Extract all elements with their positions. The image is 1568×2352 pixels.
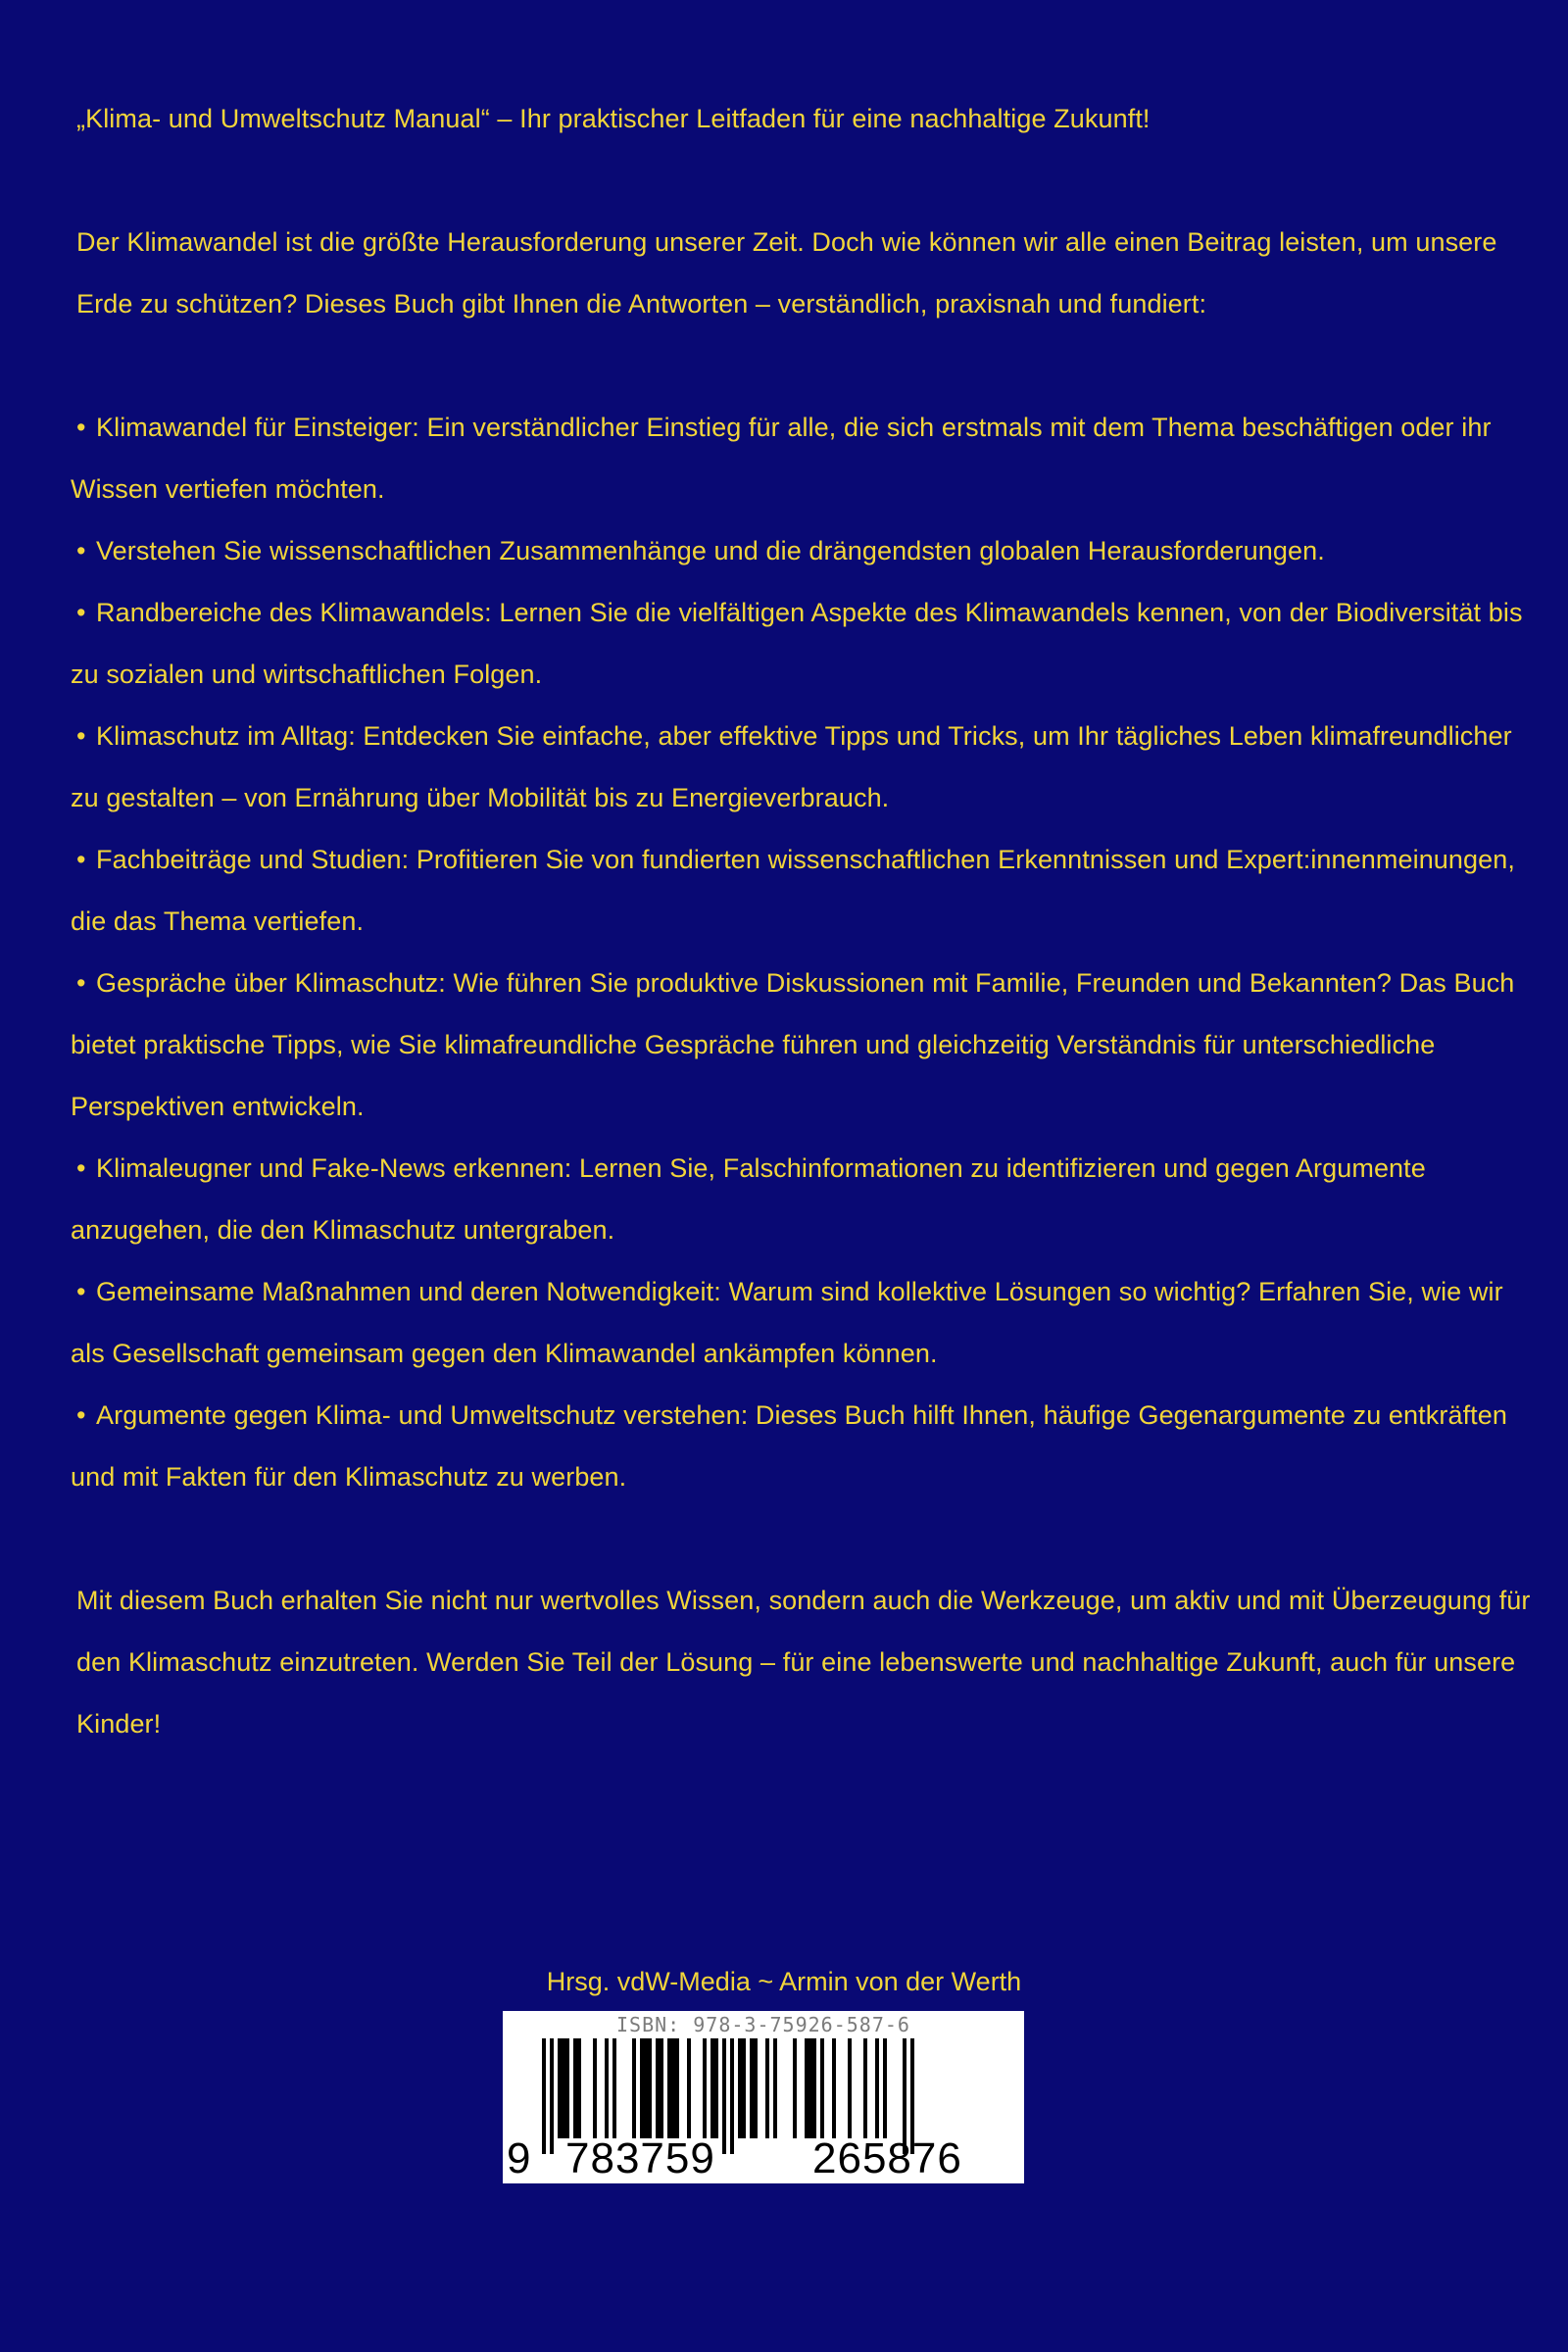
barcode-bar [593,2038,597,2138]
feature-text: Gemeinsame Maßnahmen und deren Notwendigkeit: Warum sind kollektive Lösungen so wichtig? Erfahren Sie, wie wir als Gesellschaft gemeinsam gegen den Klimawandel ankämpfen können. [71,1277,1503,1368]
barcode-digit-first: 9 [507,2134,532,2182]
feature-text: Klimaleugner und Fake-News erkennen: Lernen Sie, Falschinformationen zu identifizieren und gegen Argumente anzugehen, die den Klimaschutz untergraben. [71,1153,1426,1245]
feature-list-item [71,1261,1541,1385]
barcode-bar [687,2038,691,2138]
barcode-digits-left: 783759 [565,2134,715,2182]
feature-text: Klimawandel für Einsteiger: Ein verständlicher Einstieg für alle, die sich erstmals mit dem Thema beschäftigen oder ihr Wissen vertiefen möchten. [71,413,1492,504]
barcode-bar [750,2038,758,2138]
spacer [71,150,1541,212]
bullet-icon: • [76,968,86,998]
feature-text: Klimaschutz im Alltag: Entdecken Sie einfache, aber effektive Tipps und Tricks, um Ihr tägliches Leben klimafreundlicher zu gestalten – von Ernährung über Mobilität bis zu Energieverbrauch. [71,721,1512,812]
barcode-bar [632,2038,636,2138]
feature-list-item [71,953,1541,1138]
barcode-bar [710,2038,718,2138]
publisher-line: Hrsg. vdW-Media ~ Armin von der Werth [546,1967,1022,1996]
barcode-bar [820,2038,824,2138]
barcode-bar [883,2038,887,2138]
barcode-bar [793,2038,797,2138]
barcode-bar [612,2038,616,2138]
barcode-digits-right: 265876 [812,2134,962,2182]
feature-list-item [71,1385,1541,1508]
barcode-bar [848,2038,852,2138]
barcode-bar [703,2038,707,2138]
barcode-bar [605,2038,609,2138]
feature-list-item [71,397,1541,520]
intro-paragraph: Der Klimawandel ist die größte Herausforderung unserer Zeit. Doch wie können wir alle einen Beitrag leisten, um unsere Erde zu schützen? Dieses Buch gibt Ihnen die Antworten – verständlich, praxisnah und fundiert: [76,227,1497,318]
barcode-bar [573,2038,581,2138]
feature-text: Verstehen Sie wissenschaftlichen Zusammenhänge und die drängendsten globalen Herausforderungen. [96,536,1325,565]
bullet-icon: • [76,536,86,565]
barcode-bar [773,2038,777,2138]
isbn-label: ISBN: 978-3-75926-587-6 [616,2013,910,2036]
barcode-guard-bar [550,2038,554,2154]
bullet-icon: • [76,1400,86,1430]
barcode-bar [863,2038,867,2138]
barcode-bar [832,2038,836,2138]
barcode-bar [738,2038,746,2138]
spacer [71,335,1541,397]
feature-text: Argumente gegen Klima- und Umweltschutz verstehen: Dieses Buch hilft Ihnen, häufige Gegenargumente zu entkräften und mit Fakten für den Klimaschutz zu werben. [71,1400,1508,1492]
isbn-barcode [503,2011,1024,2183]
feature-list-item [71,1138,1541,1261]
outro-paragraph: Mit diesem Buch erhalten Sie nicht nur wertvolles Wissen, sondern auch die Werkzeuge, um aktiv und mit Überzeugung für den Klimaschutz einzutreten. Werden Sie Teil der Lösung – für eine lebenswerte und nachhaltige Zukunft, auch für unsere Kinder! [76,1586,1531,1739]
barcode-guard-bar [730,2038,734,2154]
bullet-icon: • [76,1153,86,1183]
feature-list-item [71,582,1541,706]
barcode-bar [640,2038,652,2138]
barcode-bar [558,2038,569,2138]
feature-list-item [71,520,1541,582]
bullet-icon: • [76,598,86,627]
barcode-bar [656,2038,663,2138]
feature-text: Fachbeiträge und Studien: Profitieren Sie von fundierten wissenschaftlichen Erkenntnissen und Expert:innenmeinungen, die das Thema vertiefen. [71,845,1515,936]
feature-list [71,397,1541,1508]
bullet-icon: • [76,1277,86,1306]
intro-title-line: „Klima- und Umweltschutz Manual“ – Ihr praktischer Leitfaden für eine nachhaltige Zukunft! [76,104,1151,133]
cover-text [71,88,1541,1755]
feature-text: Randbereiche des Klimawandels: Lernen Sie die vielfältigen Aspekte des Klimawandels kennen, von der Biodiversität bis zu sozialen und wirtschaftlichen Folgen. [71,598,1523,689]
feature-text: Gespräche über Klimaschutz: Wie führen Sie produktive Diskussionen mit Familie, Freunden und Bekannten? Das Buch bietet praktische Tipps, wie Sie klimafreundliche Gespräche führen und gleichzeitig Verständnis für unterschiedliche Perspektiven entwickeln. [71,968,1515,1121]
barcode-guard-bar [542,2038,546,2154]
barcode-guard-bar [722,2038,726,2154]
bullet-icon: • [76,413,86,442]
barcode-bar [667,2038,679,2138]
bullet-icon: • [76,845,86,874]
spacer [71,1508,1541,1570]
barcode-bar [875,2038,879,2138]
feature-list-item [71,829,1541,953]
barcode-bar [805,2038,816,2138]
feature-list-item [71,706,1541,829]
barcode-bar [765,2038,769,2138]
bullet-icon: • [76,721,86,751]
